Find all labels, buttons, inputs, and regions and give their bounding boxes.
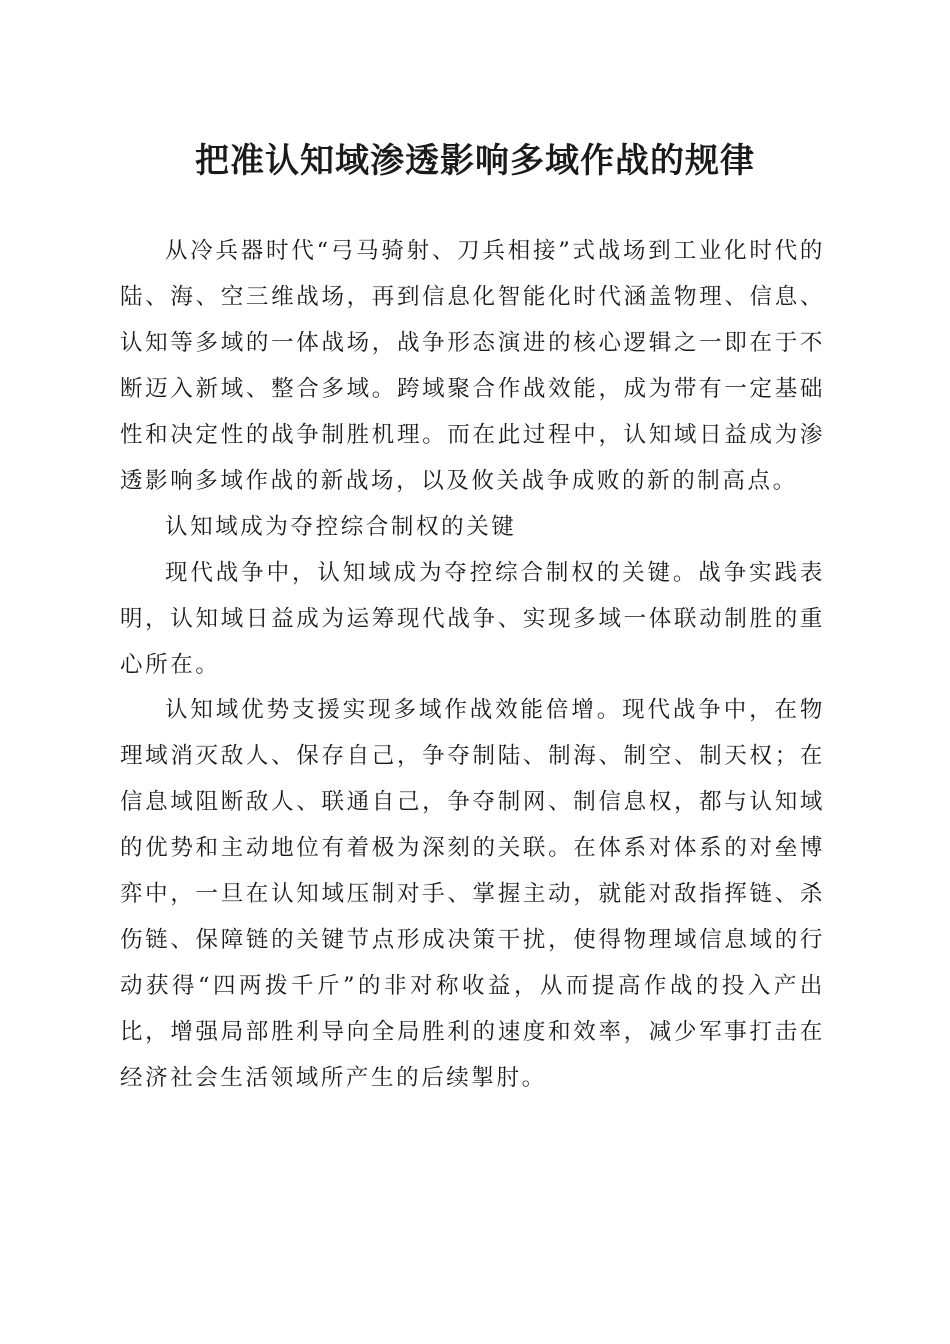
body-paragraph-1: 现代战争中，认知域成为夺控综合制权的关键。战争实践表明，认知域日益成为运筹现代战争、实现多域一体联动制胜的重心所在。 bbox=[120, 559, 825, 678]
document-body bbox=[120, 228, 825, 1101]
body-paragraph-2: 认知域优势支援实现多域作战效能倍增。现代战争中，在物理域消灭敌人、保存自己，争夺制陆、制海、制空、制天权；在信息域阻断敌人、联通自己，争夺制网、制信息权，都与认知域的优势和主动地位有着极为深刻的关联。在体系对体系的对垒博弈中，一旦在认知域压制对手、掌握主动，就能对敌指挥链、杀伤链、保障链的关键节点形成决策干扰，使得物理域信息域的行动获得“四两拨千斤”的非对称收益，从而提高作战的投入产出比，增强局部胜利导向全局胜利的速度和效率，减少军事打击在经济社会生活领域所产生的后续掣肘。 bbox=[120, 697, 825, 1091]
intro-paragraph: 从冷兵器时代“弓马骑射、刀兵相接”式战场到工业化时代的陆、海、空三维战场，再到信息化智能化时代涵盖物理、信息、认知等多域的一体战场，战争形态演进的核心逻辑之一即在于不断迈入新域、整合多域。跨域聚合作战效能，成为带有一定基础性和决定性的战争制胜机理。而在此过程中，认知域日益成为渗透影响多域作战的新战场，以及攸关战争成败的新的制高点。 bbox=[120, 238, 825, 494]
section-subheading: 认知域成为夺控综合制权的关键 bbox=[165, 513, 517, 540]
document-title: 把准认知域渗透影响多域作战的规律 bbox=[195, 141, 755, 181]
